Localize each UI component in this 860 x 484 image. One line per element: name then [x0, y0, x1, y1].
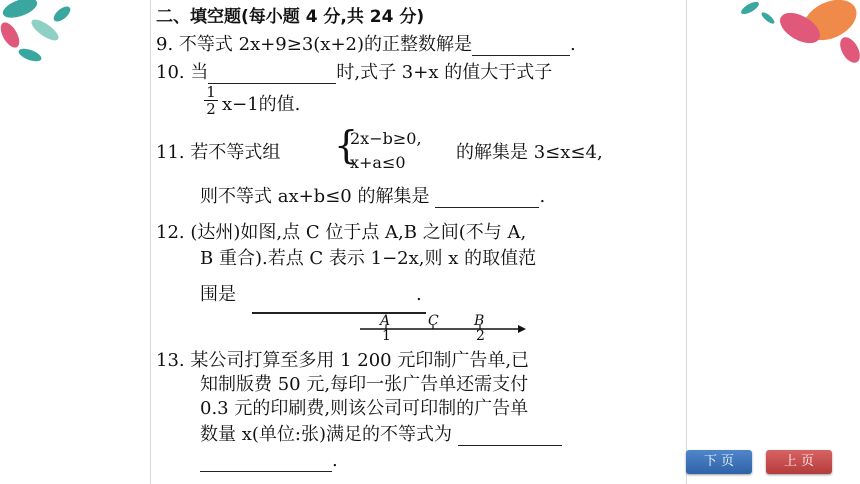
answer-blank-q11[interactable] [435, 189, 539, 208]
question-11-tail: . [539, 186, 546, 207]
question-11-pre: 11. 若不等式组 [156, 142, 281, 163]
point-b-value: 2 [476, 328, 485, 344]
question-13-line2: 知制版费 50 元,每印一张广告单还需支付 [200, 374, 529, 395]
point-b-label: B [474, 313, 485, 329]
point-c-label: C [428, 313, 439, 329]
question-12-line1: 12. (达州)如图,点 C 位于点 A,B 之间(不与 A, [156, 222, 527, 243]
question-9-text: 9. 不等式 2x+9≥3(x+2)的正整数解是 [156, 34, 473, 55]
question-10-post: 时,式子 3+x 的值大于式子 [336, 62, 553, 83]
question-13-line4 [200, 424, 562, 446]
question-10 [156, 62, 552, 84]
question-11-line2-text: 则不等式 ax+b≤0 的解集是 [200, 186, 430, 207]
question-13-line4-text: 数量 x(单位:张)满足的不等式为 [200, 424, 452, 445]
fraction-half [204, 84, 218, 117]
question-12-line3 [200, 284, 422, 306]
question-13-line5 [200, 450, 338, 472]
question-10-pre: 10. 当 [156, 62, 209, 83]
page-right-border [686, 0, 687, 484]
question-13-tail: . [332, 450, 338, 471]
answer-blank-q10[interactable] [208, 65, 336, 84]
point-a-label: A [380, 313, 391, 329]
system-inequality-2: x+a≤0 [350, 153, 406, 172]
fraction-numerator: 1 [204, 84, 218, 101]
floral-decoration-top-right-icon [730, 0, 860, 70]
section-heading: 二、填空题(每小题 4 分,共 24 分) [156, 7, 425, 27]
arrow-right-icon [518, 325, 526, 333]
question-9-tail: . [570, 34, 576, 55]
question-11-post: 的解集是 3≤x≤4, [456, 142, 603, 163]
previous-page-button[interactable]: 上 页 [766, 450, 832, 474]
page-left-border [150, 0, 151, 484]
question-12-tail: . [416, 284, 422, 305]
answer-blank-q13b[interactable] [200, 453, 332, 472]
next-page-button[interactable]: 下 页 [686, 450, 752, 474]
question-12-line3-text: 围是 [200, 284, 236, 305]
question-12-line2: B 重合).若点 C 表示 1−2x,则 x 的取值范 [200, 248, 537, 269]
point-a-value: 1 [382, 328, 391, 344]
floral-decoration-top-left-icon [0, 0, 90, 70]
question-13-line1: 13. 某公司打算至多用 1 200 元印制广告单,已 [156, 350, 530, 371]
system-inequality-1: 2x−b≥0, [350, 129, 422, 148]
question-11-line2 [200, 186, 545, 208]
question-10-line2: x−1的值. [222, 94, 301, 115]
question-9 [156, 34, 576, 56]
answer-blank-q13a[interactable] [458, 427, 562, 446]
fraction-denominator: 2 [206, 100, 216, 118]
brace-icon: { [334, 123, 359, 167]
answer-blank-q9[interactable] [472, 37, 570, 56]
question-13-line3: 0.3 元的印刷费,则该公司可印制的广告单 [200, 398, 529, 419]
